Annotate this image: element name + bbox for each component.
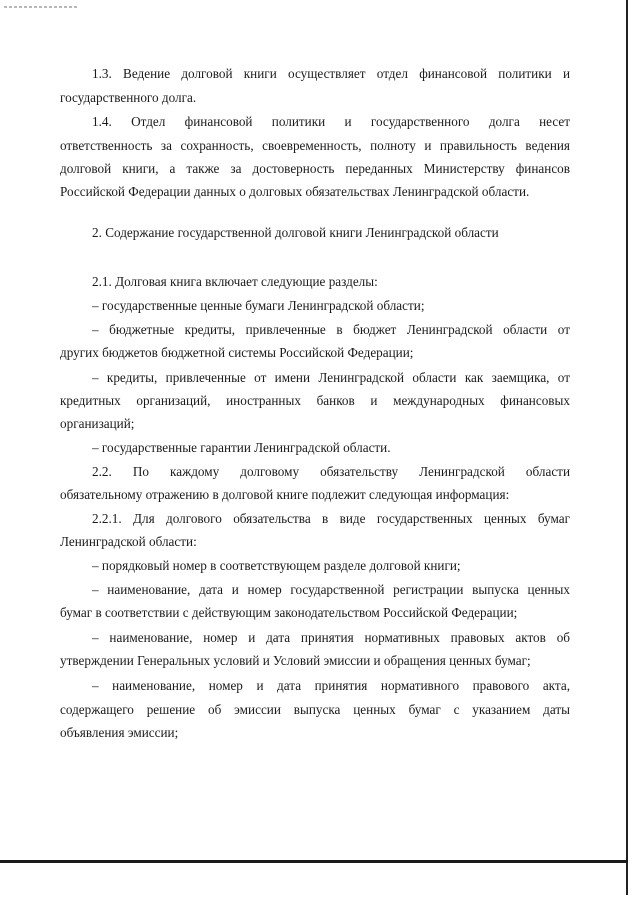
section-2-heading: 2. Содержание государственной долговой книги Ленинградской области: [92, 225, 499, 240]
page-bottom-edge: [0, 860, 628, 863]
list-item-guarantees: – государственные гарантии Ленинградской области.: [92, 440, 391, 455]
list-item-budget-credits-line-1: – бюджетные кредиты, привлеченные в бюджет Ленинградской области от: [92, 322, 570, 337]
paragraph-1-4-line-1: 1.4. Отдел финансовой политики и государственного долга несет: [92, 114, 570, 129]
paragraph-1-3-line-2: государственного долга.: [60, 90, 197, 105]
list-item-credits-line-1: – кредиты, привлеченные от имени Ленинградской области как заемщика, от: [92, 370, 570, 385]
list-item-registration-line-2: бумаг в соответствии с действующим законодательством Российской Федерации;: [60, 605, 518, 620]
list-item-emission-decision-line-3: объявления эмиссии;: [60, 725, 179, 740]
paragraph-2-1: 2.1. Долговая книга включает следующие разделы:: [92, 274, 378, 289]
paragraph-1-4-line-4: Российской Федерации данных о долговых обязательствах Ленинградской области.: [60, 184, 530, 199]
paragraph-1-4-line-2: ответственность за сохранность, своевременность, полноту и правильность ведения: [60, 138, 570, 153]
list-item-registration-line-1: – наименование, дата и номер государственной регистрации выпуска ценных: [92, 582, 570, 597]
list-item-emission-decision-line-2: содержащего решение об эмиссии выпуска ценных бумаг с указанием даты: [60, 702, 570, 717]
list-item-serial-number: – порядковый номер в соответствующем разделе долговой книги;: [92, 558, 461, 573]
list-item-emission-decision-line-1: – наименование, номер и дата принятия нормативного правового акта,: [92, 678, 570, 693]
list-item-budget-credits-line-2: других бюджетов бюджетной системы Российской Федерации;: [60, 345, 414, 360]
list-item-securities: – государственные ценные бумаги Ленинградской области;: [92, 298, 425, 313]
scan-artifact: [4, 6, 78, 8]
list-item-normative-acts-line-2: утверждении Генеральных условий и Условий эмиссии и обращения ценных бумаг;: [60, 653, 531, 668]
paragraph-2-2-line-1: 2.2. По каждому долговому обязательству Ленинградской области: [92, 464, 570, 479]
paragraph-2-2-1-line-1: 2.2.1. Для долгового обязательства в виде государственных ценных бумаг: [92, 511, 570, 526]
page-right-edge: [626, 0, 628, 895]
paragraph-1-4-line-3: долговой книги, а также за достоверность переданных Министерству финансов: [60, 161, 570, 176]
list-item-normative-acts-line-1: – наименование, номер и дата принятия нормативных правовых актов об: [92, 630, 570, 645]
paragraph-2-2-1-line-2: Ленинградской области:: [60, 534, 197, 549]
paragraph-1-3-line-1: 1.3. Ведение долговой книги осуществляет отдел финансовой политики и: [92, 66, 570, 81]
paragraph-2-2-line-2: обязательному отражению в долговой книге подлежит следующая информация:: [60, 487, 510, 502]
list-item-credits-line-2: кредитных организаций, иностранных банков и международных финансовых: [60, 393, 570, 408]
list-item-credits-line-3: организаций;: [60, 416, 135, 431]
